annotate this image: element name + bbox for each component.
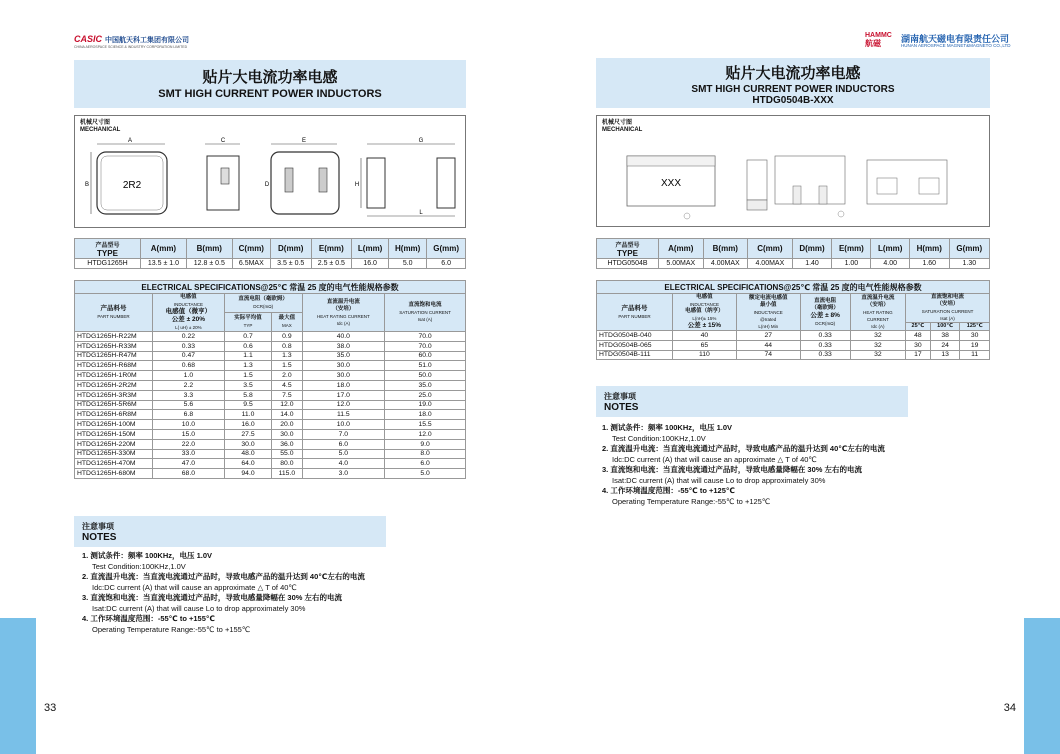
note-line-en: Idc:DC current (A) that will cause an approximate △ T of 40℃ xyxy=(612,454,817,464)
note-line-cn: 4. 工作环境温度范围：-55℃ to +155℃ xyxy=(82,614,215,623)
table-row xyxy=(597,331,990,341)
note-line-en: Isat:DC current (A) that will cause Lo to drop approximately 30% xyxy=(612,475,826,485)
table-cell: 16.0 xyxy=(224,420,271,430)
dim-header: C(mm) xyxy=(232,239,270,259)
note-line-cn: 2. 直流温升电流：当直流电流通过产品时，导致电感产品的温升达到 40℃左右的电流 xyxy=(602,444,885,453)
heat-header-unit: Idc (A) xyxy=(336,320,350,326)
ind-header-en: INDUCTANCE xyxy=(689,302,719,307)
table-cell: 24 xyxy=(930,340,960,350)
table-cell: 3.0 xyxy=(302,469,385,479)
table-cell: 48 xyxy=(906,331,931,341)
dim-header: L(mm) xyxy=(871,239,909,259)
table-cell: 35.0 xyxy=(385,380,466,390)
table-cell: 70.0 xyxy=(385,332,466,342)
table-cell: 36.0 xyxy=(272,439,302,449)
table-cell: 0.22 xyxy=(153,332,225,342)
table-row xyxy=(75,410,466,420)
table-cell: 19 xyxy=(960,340,990,350)
table-cell: 1.1 xyxy=(224,351,271,361)
table-cell: 74 xyxy=(736,350,800,360)
table-cell: 6.0 xyxy=(427,259,466,269)
table-cell: 12.0 xyxy=(302,400,385,410)
part-number-cell: HTDG1265H-R33M xyxy=(75,341,153,351)
dcr-header-cn: 直流电阻（毫欧姆） xyxy=(238,296,288,302)
table-cell: 30 xyxy=(906,340,931,350)
note-line-cn: 3. 直流饱和电流：当直流电流通过产品时，导致电感量降幅在 30% 左右的电流 xyxy=(602,465,863,474)
table-cell: 27 xyxy=(736,331,800,341)
heat-header-cn2: （安培） xyxy=(332,305,355,312)
page-title-cn: 贴片大电流功率电感 xyxy=(202,69,338,86)
ind-header-en: INDUCTANCE xyxy=(173,302,203,307)
table-cell: 3.5 xyxy=(224,380,271,390)
table-cell: 94.0 xyxy=(224,469,271,479)
table-cell: 30.0 xyxy=(302,371,385,381)
table-cell: 1.40 xyxy=(792,259,832,269)
table-cell: 1.00 xyxy=(832,259,871,269)
table-cell: 32 xyxy=(850,331,905,341)
sat-header-cn: 直流饱和电流 xyxy=(408,302,442,308)
title-box-right xyxy=(596,58,990,108)
part-number-cell: HTDG1265H-1R0M xyxy=(75,371,153,381)
rated-header-cn: 额定电流电感值 xyxy=(748,294,788,301)
hammc-company-name: 湖南航天磁电有限责任公司 xyxy=(901,34,1010,44)
heat-header-en2: CURRENT xyxy=(866,316,889,322)
table-cell: HTDG1265H xyxy=(75,259,141,269)
part-number-cell: HTDG1265H-6R8M xyxy=(75,410,153,420)
table-cell: 50.0 xyxy=(385,371,466,381)
notes-title-en: NOTES xyxy=(604,402,639,413)
max-header-cn: 最大值 xyxy=(278,315,296,321)
mechanical-drawing-right xyxy=(596,115,990,227)
part-number-cell: HTDG1265H-470M xyxy=(75,459,153,469)
note-line-cn: 2. 直流温升电流：当直流电流通过产品时，导致电感产品的温升达到 40℃左右的电流 xyxy=(82,572,365,581)
pn-header-en: PART NUMBER xyxy=(618,313,651,319)
notes-title-cn: 注意事项 xyxy=(604,392,636,401)
table-cell: 11 xyxy=(960,350,990,360)
dim-header: D(mm) xyxy=(270,239,311,259)
ind-header-cn: 电感值 xyxy=(696,294,713,300)
table-cell: 0.9 xyxy=(272,332,302,342)
dim-label-e: E xyxy=(301,138,307,144)
table-cell: 1.60 xyxy=(909,259,949,269)
table-cell: 0.33 xyxy=(153,341,225,351)
table-cell: 2.0 xyxy=(272,371,302,381)
table-cell: 16.0 xyxy=(352,259,389,269)
table-cell: 55.0 xyxy=(272,449,302,459)
table-cell: 18.0 xyxy=(302,380,385,390)
marking-text: XXX xyxy=(660,178,682,189)
table-cell: 64.0 xyxy=(224,459,271,469)
casic-logo-name: 中国航天科工集团有限公司 xyxy=(105,37,190,44)
title-box-left xyxy=(74,60,466,108)
dim-header: G(mm) xyxy=(427,239,466,259)
page-tab-right xyxy=(1024,618,1060,754)
table-cell: 4.00 xyxy=(871,259,909,269)
table-cell: 9.0 xyxy=(385,439,466,449)
dimension-table-left xyxy=(74,238,466,269)
table-cell: 30.0 xyxy=(302,361,385,371)
table-cell: 12.0 xyxy=(272,400,302,410)
notes-box-left xyxy=(74,516,386,547)
part-number-cell: HTDG1265H-220M xyxy=(75,439,153,449)
note-line-cn: 1. 测试条件：频率 100KHz，电压 1.0V xyxy=(602,423,733,432)
dcr-header-en: DCR(mΩ) xyxy=(815,320,836,326)
table-row xyxy=(597,340,990,350)
table-row xyxy=(75,459,466,469)
table-row xyxy=(75,332,466,342)
dim-label-c: C xyxy=(220,138,226,144)
table-cell: 5.0 xyxy=(385,469,466,479)
notes-list-right xyxy=(602,423,1022,507)
hammc-logo-mark: HAMMC xyxy=(865,32,892,39)
table-cell: 2.2 xyxy=(153,380,225,390)
casic-logo-mark: CASIC xyxy=(74,34,103,44)
typ-header-en: TYP xyxy=(243,323,253,328)
table-cell: 0.6 xyxy=(224,341,271,351)
type-header-en: TYPE xyxy=(97,248,118,258)
note-line-en: Test Condition:100KHz,1.0V xyxy=(92,561,186,571)
table-cell: 68.0 xyxy=(153,469,225,479)
temp-header: 100℃ xyxy=(930,323,960,331)
table-cell: 40.0 xyxy=(302,332,385,342)
elec-table-title: ELECTRICAL SPECIFICATIONS@25℃ 常温 25 度的电气性能规格参数 xyxy=(597,281,990,294)
note-line-en: Test Condition:100KHz,1.0V xyxy=(612,433,706,443)
dimension-table-right xyxy=(596,238,990,269)
table-cell: HTDG0504B xyxy=(597,259,659,269)
table-cell: 5.00MAX xyxy=(659,259,704,269)
table-cell: 30.0 xyxy=(272,429,302,439)
table-cell: 0.33 xyxy=(800,340,850,350)
dim-label-h: H xyxy=(354,182,360,188)
pn-header-cn: 产品料号 xyxy=(100,305,127,312)
part-number-cell: HTDG1265H-100M xyxy=(75,420,153,430)
table-row xyxy=(75,400,466,410)
table-cell: 5.0 xyxy=(389,259,427,269)
table-cell: 17.0 xyxy=(302,390,385,400)
table-cell: 9.5 xyxy=(224,400,271,410)
page-right xyxy=(530,0,1060,754)
table-cell: 6.0 xyxy=(385,459,466,469)
mech-label-cn: 机械尺寸图 xyxy=(80,120,111,126)
dcr-header-en: DCR(mΩ) xyxy=(253,304,274,309)
part-number-cell: HTDG1265H-680M xyxy=(75,469,153,479)
dim-header: B(mm) xyxy=(186,239,232,259)
table-row xyxy=(75,420,466,430)
table-row xyxy=(597,259,990,269)
heat-header-cn2: （安培） xyxy=(866,301,889,308)
table-cell: 0.47 xyxy=(153,351,225,361)
table-cell: 0.8 xyxy=(272,341,302,351)
typ-header-cn: 实际平均值 xyxy=(234,315,262,321)
casic-logo-sub: CHINA AEROSPACE SCIENCE & INDUSTRY CORPORATION LIMITED xyxy=(74,45,188,49)
dcr-header-tol: 公差 ± 8% xyxy=(810,311,840,319)
ind-header-tol: 公差 ± 20% xyxy=(171,316,205,323)
table-cell: 13 xyxy=(930,350,960,360)
table-cell: 15.0 xyxy=(153,429,225,439)
table-cell: 6.8 xyxy=(153,410,225,420)
sat-header-en: SATURATION CURRENT xyxy=(399,310,451,315)
table-cell: 0.68 xyxy=(153,361,225,371)
rated-header-unit: L(nH) Min xyxy=(758,323,779,329)
sat-header-en: SATURATION CURRENT xyxy=(921,309,974,314)
table-row xyxy=(75,429,466,439)
table-cell: 5.0 xyxy=(302,449,385,459)
note-line-en: Operating Temperature Range:-55℃ to +155℃ xyxy=(92,624,251,634)
table-cell: 32 xyxy=(850,350,905,360)
notes-title-cn: 注意事项 xyxy=(82,522,114,531)
heat-header-cn: 直流温升电流 xyxy=(861,294,895,301)
type-header-cn: 产品型号 xyxy=(615,242,640,249)
table-cell: 51.0 xyxy=(385,361,466,371)
table-cell: 33.0 xyxy=(153,449,225,459)
dim-header: B(mm) xyxy=(703,239,748,259)
dim-label-l: L xyxy=(419,210,423,216)
table-cell: 110 xyxy=(673,350,737,360)
dim-label-b: B xyxy=(84,182,90,188)
table-row xyxy=(75,351,466,361)
marking-text: 2R2 xyxy=(122,180,142,191)
sat-header-unit: Isat (A) xyxy=(940,316,955,321)
table-cell: 4.00MAX xyxy=(703,259,748,269)
hammc-logo xyxy=(865,32,1050,52)
table-cell: 60.0 xyxy=(385,351,466,361)
table-cell: 7.0 xyxy=(302,429,385,439)
table-row xyxy=(75,390,466,400)
notes-box-right xyxy=(596,386,908,417)
note-line-en: Isat:DC current (A) that will cause Lo to drop approximately 30% xyxy=(92,603,306,613)
table-cell: 3.3 xyxy=(153,390,225,400)
notes-title-en: NOTES xyxy=(82,532,117,543)
table-cell: 1.3 xyxy=(272,351,302,361)
table-cell: 40 xyxy=(673,331,737,341)
table-cell: 5.8 xyxy=(224,390,271,400)
table-cell: 10.0 xyxy=(302,420,385,430)
table-row xyxy=(597,350,990,360)
table-cell: 48.0 xyxy=(224,449,271,459)
table-cell: 38 xyxy=(930,331,960,341)
table-cell: 32 xyxy=(850,340,905,350)
page-number-right: 34 xyxy=(1003,702,1016,714)
table-cell: 65 xyxy=(673,340,737,350)
part-number-cell: HTDG0504B-111 xyxy=(597,350,673,360)
table-cell: 14.0 xyxy=(272,410,302,420)
table-cell: 6.5MAX xyxy=(232,259,270,269)
sat-header-cn2: （安培） xyxy=(936,301,959,307)
page-title-en: SMT HIGH CURRENT POWER INDUCTORS xyxy=(158,88,382,100)
dim-label-g: G xyxy=(418,138,424,144)
table-cell: 22.0 xyxy=(153,439,225,449)
table-cell: 30.0 xyxy=(224,439,271,449)
table-cell: 4.0 xyxy=(302,459,385,469)
table-cell: 11.0 xyxy=(224,410,271,420)
elec-table-title: ELECTRICAL SPECIFICATIONS@25℃ 常温 25 度的电气性能规格参数 xyxy=(75,281,466,294)
rated-header-en: INDUCTANCE xyxy=(753,309,783,315)
table-cell: 27.5 xyxy=(224,429,271,439)
ind-header-tol: 公差 ± 15% xyxy=(687,322,721,329)
mech-label-en: MECHANICAL xyxy=(602,127,643,133)
table-cell: 1.30 xyxy=(949,259,989,269)
model-number: HTDG0504B-XXX xyxy=(752,95,834,106)
notes-list-left xyxy=(82,551,502,635)
ind-header-cn: 电感值 xyxy=(180,294,197,300)
table-cell: 70.0 xyxy=(385,341,466,351)
mechanical-drawing-svg xyxy=(75,116,467,229)
dim-header: H(mm) xyxy=(389,239,427,259)
table-cell: 5.6 xyxy=(153,400,225,410)
page-tab-left xyxy=(0,618,36,754)
page-number-left: 33 xyxy=(44,702,57,714)
table-cell: 8.0 xyxy=(385,449,466,459)
hammc-logo-cn: 航磁 xyxy=(865,39,881,48)
dim-header: L(mm) xyxy=(352,239,389,259)
mech-label-en: MECHANICAL xyxy=(80,127,121,133)
heat-header-unit: Idc (A) xyxy=(871,323,885,329)
part-number-cell: HTDG0504B-040 xyxy=(597,331,673,341)
table-cell: 0.33 xyxy=(800,350,850,360)
sat-header-unit: Isat (A) xyxy=(417,317,433,322)
dim-header: C(mm) xyxy=(748,239,793,259)
dcr-header-cn2: （毫欧姆） xyxy=(811,304,839,311)
dim-header: E(mm) xyxy=(832,239,871,259)
electrical-table-left xyxy=(74,280,466,479)
table-cell: 15.5 xyxy=(385,420,466,430)
table-cell: 115.0 xyxy=(272,469,302,479)
table-cell: 11.5 xyxy=(302,410,385,420)
table-cell: 6.0 xyxy=(302,439,385,449)
table-row xyxy=(75,469,466,479)
temp-header: 25℃ xyxy=(906,323,931,331)
table-cell: 13.5 ± 1.0 xyxy=(141,259,187,269)
table-cell: 7.5 xyxy=(272,390,302,400)
mech-label-cn: 机械尺寸图 xyxy=(602,120,633,126)
rated-header-cond: @Irated xyxy=(760,316,777,322)
page-title-cn: 贴片大电流功率电感 xyxy=(725,65,861,82)
mechanical-drawing-svg-right xyxy=(597,116,991,228)
note-line-cn: 4. 工作环境温度范围：-55℃ to +125℃ xyxy=(602,486,735,495)
table-cell: 0.7 xyxy=(224,332,271,342)
table-cell: 1.5 xyxy=(272,361,302,371)
dim-label-a: A xyxy=(127,138,133,144)
table-cell: 1.0 xyxy=(153,371,225,381)
table-cell: 30 xyxy=(960,331,990,341)
pn-header-cn: 产品料号 xyxy=(621,304,648,312)
table-cell: 18.0 xyxy=(385,410,466,420)
dcr-header-cn: 直流电阻 xyxy=(814,297,837,304)
dim-header: A(mm) xyxy=(141,239,187,259)
dim-header: G(mm) xyxy=(949,239,989,259)
dim-header: H(mm) xyxy=(909,239,949,259)
dim-header: D(mm) xyxy=(792,239,832,259)
part-number-cell: HTDG1265H-150M xyxy=(75,429,153,439)
table-row xyxy=(75,259,466,269)
table-cell: 47.0 xyxy=(153,459,225,469)
part-number-cell: HTDG1265H-R22M xyxy=(75,332,153,342)
table-cell: 38.0 xyxy=(302,341,385,351)
ind-header-cn2: 电感值（纳亨） xyxy=(685,308,724,314)
ind-header-cond: L( uH) ± 20% xyxy=(175,325,202,330)
table-cell: 2.5 ± 0.5 xyxy=(311,259,352,269)
part-number-cell: HTDG1265H-R47M xyxy=(75,351,153,361)
table-cell: 17 xyxy=(906,350,931,360)
table-cell: 20.0 xyxy=(272,420,302,430)
table-cell: 4.00MAX xyxy=(748,259,793,269)
sat-header-cn: 直流饱和电流 xyxy=(931,294,965,300)
table-cell: 19.0 xyxy=(385,400,466,410)
table-row xyxy=(75,439,466,449)
note-line-en: Idc:DC current (A) that will cause an approximate △ T of 40℃ xyxy=(92,582,297,592)
table-cell: 12.8 ± 0.5 xyxy=(186,259,232,269)
table-row xyxy=(75,449,466,459)
hammc-company-sub: HUNAN AEROSPACE MAGNET&MAGNETO CO.,LTD xyxy=(901,43,1011,48)
table-cell: 1.5 xyxy=(224,371,271,381)
table-row xyxy=(75,380,466,390)
note-line-cn: 1. 测试条件：频率 100KHz，电压 1.0V xyxy=(82,551,213,560)
part-number-cell: HTDG1265H-R68M xyxy=(75,361,153,371)
heat-header-en: HEAT RATING CURRENT xyxy=(316,313,370,319)
page-title-en: SMT HIGH CURRENT POWER INDUCTORS xyxy=(691,84,895,95)
table-cell: 10.0 xyxy=(153,420,225,430)
table-cell: 25.0 xyxy=(385,390,466,400)
dim-header: E(mm) xyxy=(311,239,352,259)
part-number-cell: HTDG1265H-330M xyxy=(75,449,153,459)
heat-header-cn: 直流温升电流 xyxy=(326,298,360,305)
table-cell: 0.33 xyxy=(800,331,850,341)
table-cell: 12.0 xyxy=(385,429,466,439)
electrical-table-right xyxy=(596,280,990,360)
heat-header-en: HEAT RATING xyxy=(863,309,893,315)
part-number-cell: HTDG1265H-3R3M xyxy=(75,390,153,400)
table-cell: 44 xyxy=(736,340,800,350)
pn-header-en: PART NUMBER xyxy=(97,314,130,319)
part-number-cell: HTDG1265H-2R2M xyxy=(75,380,153,390)
ind-header-cn2: 电感值（微亨） xyxy=(165,308,212,315)
table-cell: 1.3 xyxy=(224,361,271,371)
rated-header-cn2: 最小值 xyxy=(759,301,777,308)
casic-logo xyxy=(74,34,189,49)
dim-label-d: D xyxy=(264,182,270,188)
table-cell: 3.5 ± 0.5 xyxy=(270,259,311,269)
table-cell: 35.0 xyxy=(302,351,385,361)
part-number-cell: HTDG1265H-5R6M xyxy=(75,400,153,410)
table-row xyxy=(75,361,466,371)
ind-header-cond: L(nH)± 15% xyxy=(692,316,717,321)
note-line-en: Operating Temperature Range:-55℃ to +125℃ xyxy=(612,496,771,506)
mechanical-drawing-left xyxy=(74,115,466,228)
temp-header: 125℃ xyxy=(960,323,990,331)
dim-header: A(mm) xyxy=(659,239,704,259)
table-cell: 4.5 xyxy=(272,380,302,390)
part-number-cell: HTDG0504B-065 xyxy=(597,340,673,350)
type-header-en: TYPE xyxy=(617,248,638,258)
max-header-en: MAX xyxy=(282,323,292,328)
table-row xyxy=(75,371,466,381)
note-line-cn: 3. 直流饱和电流：当直流电流通过产品时，导致电感量降幅在 30% 左右的电流 xyxy=(82,593,343,602)
type-header-cn: 产品型号 xyxy=(95,242,120,249)
table-row xyxy=(75,341,466,351)
table-cell: 80.0 xyxy=(272,459,302,469)
